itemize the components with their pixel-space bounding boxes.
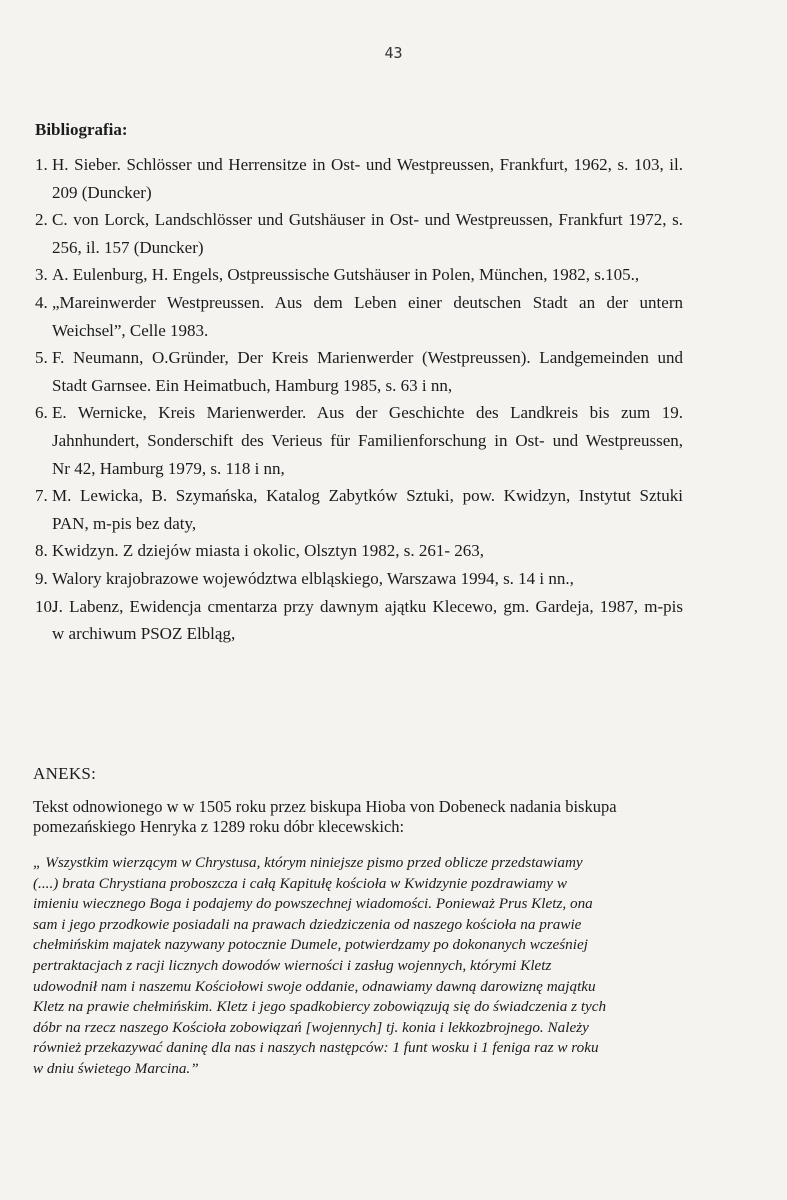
bibliography-line: w archiwum PSOZ Elbląg, — [52, 624, 236, 644]
bibliography-line: Walory krajobrazowe województwa elbląskiego, Warszawa 1994, s. 14 i nn., — [52, 568, 574, 588]
bibliography-line: Weichsel”, Celle 1983. — [52, 320, 209, 340]
bibliography-item-number: 1. — [35, 155, 48, 174]
bibliography-item-text — [52, 261, 683, 289]
bibliography-item-number: 2. — [35, 210, 48, 230]
bibliography-item — [35, 537, 683, 565]
charter-quote-line: udowodnił nam i naszemu Kościołowi swoje oddanie, odnawiamy dawną darowiznę majątku — [33, 977, 596, 995]
bibliography-line: A. Eulenburg, H. Engels, Ostpreussische Gutshäuser in Polen, München, 1982, s.105., — [52, 265, 640, 285]
bibliography-item-text — [52, 344, 683, 399]
bibliography-line: F. Neumann, O.Gründer, Der Kreis Marienwerder (Westpreussen). Landgemeinden und — [52, 348, 683, 368]
bibliography-line: PAN, m-pis bez daty, — [52, 513, 197, 533]
bibliography-item-text — [52, 565, 683, 593]
bibliography-line: J. Labenz, Ewidencja cmentarza przy dawnym ajątku Klecewo, gm. Gardeja, 1987, m-pis — [52, 596, 683, 616]
bibliography-item — [35, 261, 683, 289]
bibliography-item-text — [52, 206, 683, 261]
aneks-intro-line: Tekst odnowionego w w 1505 roku przez biskupa Hioba von Dobeneck nadania biskupa — [33, 797, 617, 816]
bibliography-item — [35, 206, 683, 261]
charter-quote-line: również przekazywać daninę dla nas i naszych następców: 1 funt wosku i 1 feniga raz w roku — [33, 1039, 599, 1057]
bibliography-item-text — [52, 482, 683, 537]
bibliography-item-number: 5. — [35, 348, 48, 368]
bibliography-line: 256, il. 157 (Duncker) — [52, 237, 204, 257]
bibliography-heading: Bibliografia: — [35, 120, 128, 139]
bibliography-item-number: 4. — [35, 292, 48, 312]
bibliography-item — [35, 151, 683, 206]
bibliography-item-text — [52, 399, 683, 482]
bibliography-item — [35, 289, 683, 344]
charter-quote — [33, 853, 673, 1080]
bibliography-line: 209 (Duncker) — [52, 182, 152, 202]
bibliography-item-number: 10. — [35, 596, 57, 616]
bibliography-item-text — [52, 289, 683, 344]
bibliography-line: Stadt Garnsee. Ein Heimatbuch, Hamburg 1985, s. 63 i nn, — [52, 375, 453, 395]
bibliography-line: H. Sieber. Schlösser und Herrensitze in Ost- und Westpreussen, Frankfurt, 1962, s. 103, il. — [52, 155, 683, 174]
charter-quote-line: imieniu wiecznego Boga i podajemy do powszechnej wiadomości. Ponieważ Prus Kletz, ona — [33, 895, 593, 913]
bibliography-list — [35, 151, 683, 648]
bibliography-item — [35, 565, 683, 593]
charter-quote-line: (....) brata Chrystiana proboszcza i całą Kapitułę kościoła w Kwidzynie pozdrawiamy w — [33, 874, 567, 892]
bibliography-line: Nr 42, Hamburg 1979, s. 118 i nn, — [52, 458, 285, 478]
charter-quote-line: dóbr na rzecz naszego Kościoła zobowiązań [wojennych] tj. konia i lekkozbrojnego. Należy — [33, 1018, 589, 1036]
bibliography-item — [35, 482, 683, 537]
aneks-intro-line: pomezańskiego Henryka z 1289 roku dóbr klecewskich: — [33, 817, 405, 836]
bibliography-item-text — [52, 593, 683, 648]
charter-quote-line: Kletz na prawie chełmińskim. Kletz i jego spadkobiercy zobowiązują się do świadczenia z tych — [33, 998, 607, 1016]
bibliography-item-text — [52, 151, 683, 206]
bibliography-item-number: 6. — [35, 403, 48, 423]
charter-quote-line: chełmińskim majatek nazywany potocznie Dumele, potwierdzamy po dokonanych wcześniej — [33, 936, 588, 954]
bibliography-line: Jahnhundert, Sonderschift des Verieus für Familienforschung in Ost- und Westpreussen, — [52, 430, 683, 450]
bibliography-item-number: 9. — [35, 568, 48, 588]
bibliography-item-number: 7. — [35, 486, 48, 506]
bibliography-item — [35, 399, 683, 482]
charter-quote-line: sam i jego przodkowie posiadali na prawach dziedziczenia od naszego kościoła na prawie — [33, 915, 582, 933]
charter-quote-line: „ Wszystkim wierzącym w Chrystusa, którym niniejsze pismo przed oblicze przedstawiamy — [33, 854, 583, 871]
charter-quote-line: w dniu świetego Marcina.” — [33, 1059, 199, 1077]
bibliography-item-number: 8. — [35, 541, 48, 561]
bibliography-line: M. Lewicka, B. Szymańska, Katalog Zabytków Sztuki, pow. Kwidzyn, Instytut Sztuki — [52, 486, 683, 506]
aneks-intro — [33, 797, 633, 837]
charter-quote-line: pertraktacjach z racji licznych dowodów wierności i zasług wojennych, którymi Kletz — [33, 956, 552, 974]
bibliography-item-number: 3. — [35, 265, 48, 285]
bibliography-item-text — [52, 537, 683, 565]
bibliography-line: E. Wernicke, Kreis Marienwerder. Aus der Geschichte des Landkreis bis zum 19. — [52, 403, 683, 423]
bibliography-line: Kwidzyn. Z dziejów miasta i okolic, Olsztyn 1982, s. 261- 263, — [52, 541, 485, 561]
bibliography-line: „Mareinwerder Westpreussen. Aus dem Leben einer deutschen Stadt an der untern — [52, 292, 683, 312]
page-number: 43 — [384, 44, 403, 62]
bibliography-item — [35, 593, 683, 648]
aneks-heading: ANEKS: — [33, 764, 97, 783]
bibliography-item — [35, 344, 683, 399]
bibliography-line: C. von Lorck, Landschlösser und Gutshäuser in Ost- und Westpreussen, Frankfurt 1972, s. — [52, 210, 683, 230]
